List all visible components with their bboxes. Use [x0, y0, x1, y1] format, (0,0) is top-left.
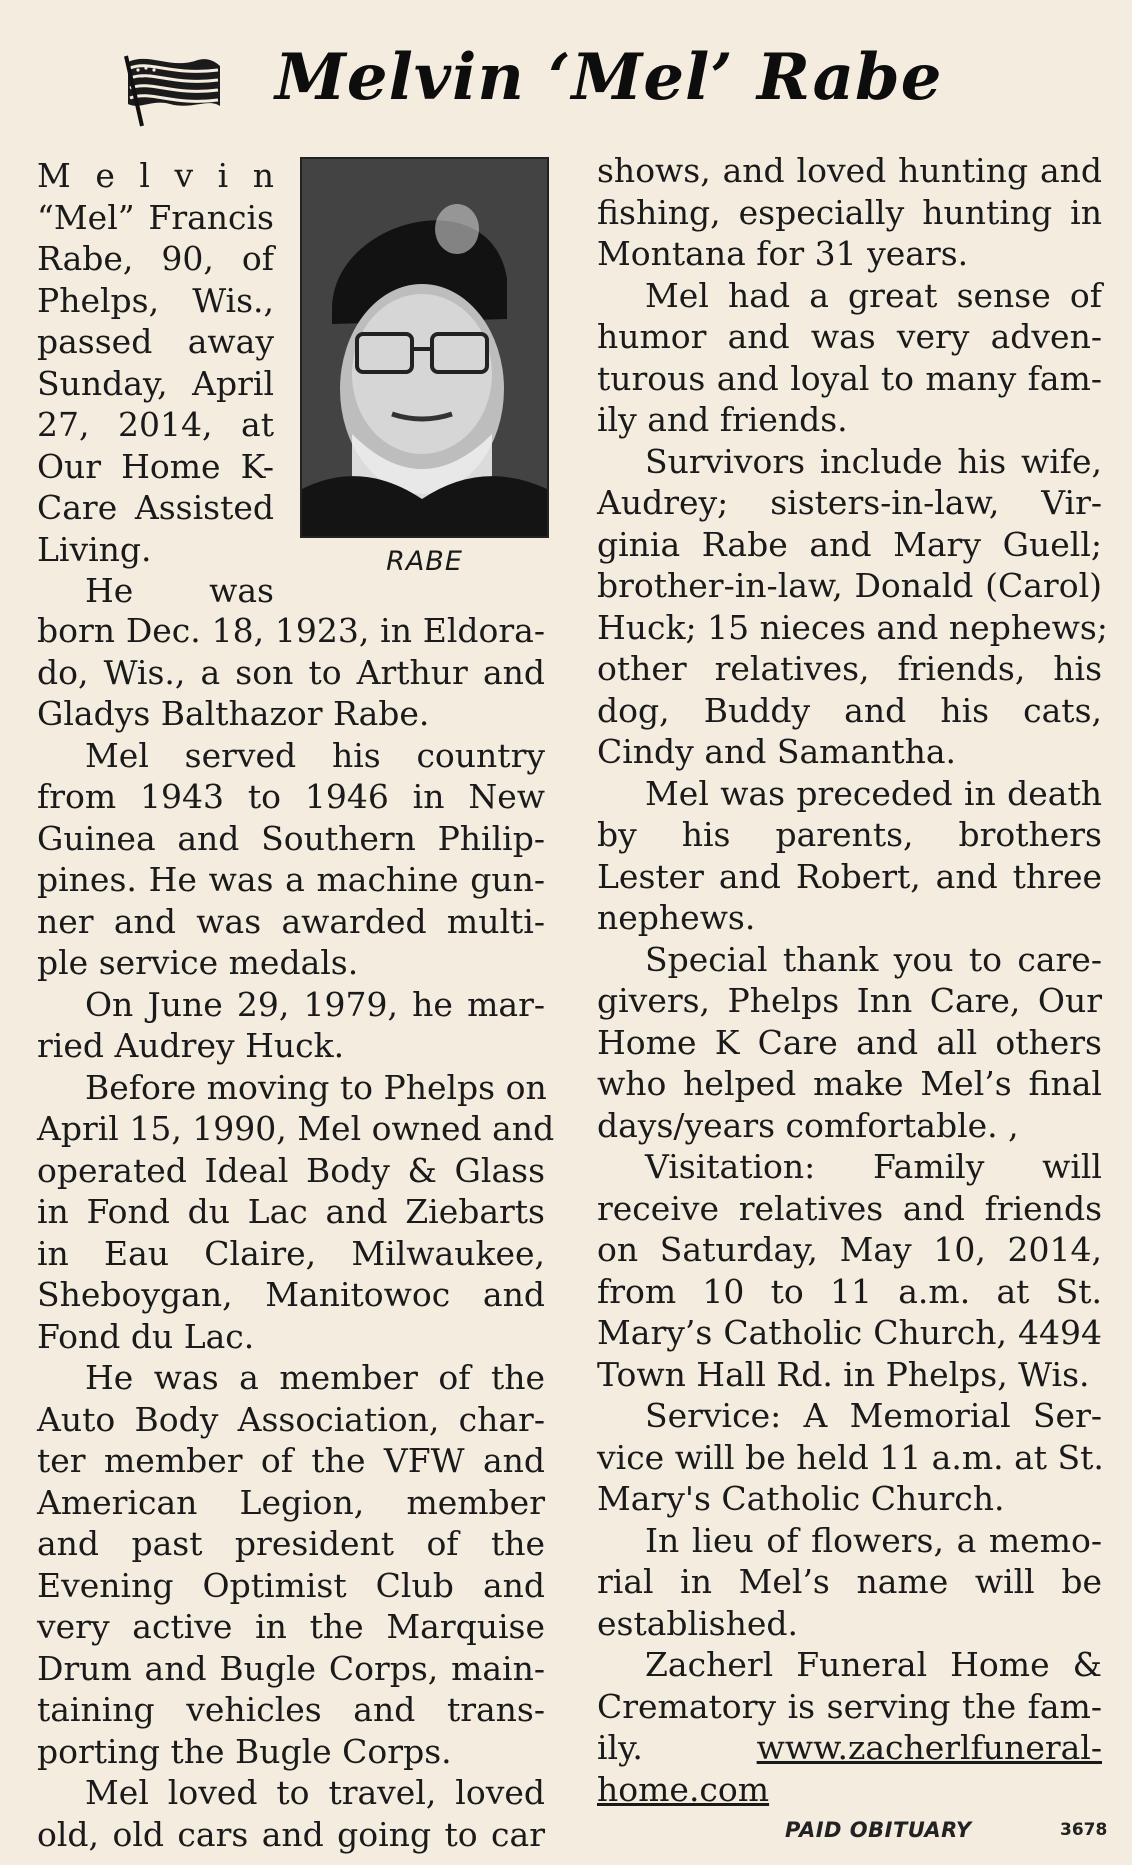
text-line: do, Wis., a son to Arthur and [37, 652, 545, 692]
funeral-home-url-link-continued[interactable]: home.com [597, 1769, 770, 1809]
text-line: Cindy and Samantha. [597, 732, 957, 771]
text-line: In lieu of flowers, a memo- [645, 1520, 1102, 1560]
text-line: from 1943 to 1946 in New [37, 777, 545, 816]
text-line: M e l v i n [37, 156, 274, 195]
funeral-home-url-link[interactable]: www.zacherlfuneral- [756, 1728, 1102, 1767]
text-line: He was a member of the [85, 1358, 545, 1397]
text-line: Audrey; sisters-in-law, Vir- [597, 483, 1102, 522]
text-line: and past president of the [37, 1524, 545, 1563]
portrait-photo [300, 157, 549, 538]
text-line: Montana for 31 years. [597, 234, 969, 273]
text-line: Drum and Bugle Corps, main- [37, 1648, 545, 1688]
text-line: Mel had a great sense of [645, 275, 1102, 315]
text-line: Living. [37, 529, 152, 569]
text-line: established. [597, 1603, 798, 1643]
text-line: ried Audrey Huck. [37, 1026, 345, 1065]
text-line: Mel loved to travel, loved [85, 1773, 545, 1812]
portrait-image [302, 159, 547, 536]
text-line: shows, and loved hunting and [597, 151, 1102, 190]
text-line: very active in the Marquise [37, 1607, 545, 1646]
text-line: ter member of the VFW and [37, 1441, 545, 1480]
text-line: Mel was preceded in death [645, 773, 1102, 813]
text-line: by his parents, brothers [597, 815, 1102, 854]
text-line: Fond du Lac. [37, 1316, 255, 1356]
text-line: rial in Mel’s name will be [597, 1562, 1102, 1601]
text-line: Survivors include his wife, [645, 441, 1102, 481]
text-line: in Eau Claire, Milwaukee, [37, 1233, 545, 1273]
text-line: “Mel” Francis [37, 197, 274, 237]
text-line: on Saturday, May 10, 2014, [597, 1230, 1102, 1269]
text-line: Sheboygan, Manitowoc and [37, 1275, 545, 1314]
text-line: Home K Care and all others [597, 1022, 1102, 1062]
text-fragment: ily. [597, 1728, 643, 1767]
text-line: other relatives, friends, his [597, 649, 1102, 688]
text-line: Service: A Memorial Ser- [645, 1396, 1102, 1435]
text-line: ily and friends. [597, 400, 848, 439]
text-line: in Fond du Lac and Ziebarts [37, 1192, 545, 1231]
text-line: Guinea and Southern Philip- [37, 818, 545, 858]
text-line: April 15, 1990, Mel owned and [37, 1109, 555, 1148]
text-line: turous and loyal to many fam- [597, 358, 1102, 398]
text-line: Care Assisted [37, 488, 274, 527]
paid-obituary-label: PAID OBITUARY [785, 1818, 972, 1842]
text-line: passed away [37, 322, 274, 361]
ad-code: 3678 [1060, 1820, 1108, 1840]
text-line: born Dec. 18, 1923, in Eldora- [37, 611, 545, 650]
text-line: ple service medals. [37, 943, 359, 982]
text-line: Special thank you to care- [645, 939, 1102, 979]
text-line: operated Ideal Body & Glass [37, 1150, 545, 1190]
header [120, 20, 1020, 130]
text-column-left [37, 610, 555, 1855]
text-column-left-top [37, 155, 274, 612]
text-line: old, old cars and going to car [37, 1814, 545, 1854]
text-line: Mary’s Catholic Church, 4494 [597, 1313, 1102, 1352]
text-line: Evening Optimist Club and [37, 1565, 545, 1605]
text-line: nephews. [597, 898, 756, 937]
text-line: 27, 2014, at [37, 405, 274, 444]
text-line: porting the Bugle Corps. [37, 1731, 452, 1771]
text-line: taining vehicles and trans- [37, 1690, 545, 1729]
text-line: Town Hall Rd. in Phelps, Wis. [597, 1354, 1090, 1394]
text-line: Mel served his country [85, 735, 545, 775]
text-line: ner and was awarded multi- [37, 901, 545, 941]
text-line: dog, Buddy and his cats, [597, 690, 1102, 730]
text-line: Lester and Robert, and three [597, 856, 1102, 896]
american-flag-icon [120, 48, 225, 128]
text-line: Our Home K- [37, 446, 274, 486]
text-line: Mary's Catholic Church. [597, 1479, 1005, 1518]
text-line: Huck; 15 nieces and nephews; [597, 607, 1108, 647]
text-line: Rabe, 90, of [37, 239, 274, 278]
text-column-right [597, 150, 1108, 1810]
photo-caption: RABE [386, 546, 463, 577]
text-line: American Legion, member [37, 1482, 545, 1522]
page-title: Melvin ‘Mel’ Rabe [275, 40, 943, 115]
text-line: ginia Rabe and Mary Guell; [597, 524, 1102, 564]
text-line: receive relatives and friends [597, 1188, 1102, 1228]
text-line: Visitation: Family will [645, 1147, 1102, 1186]
text-line: who helped make Mel’s final [597, 1064, 1102, 1103]
text-line: Crematory is serving the fam- [597, 1686, 1102, 1726]
text-line: givers, Phelps Inn Care, Our [597, 981, 1102, 1020]
text-line: days/years comfortable. , [597, 1105, 1019, 1145]
text-line: Gladys Balthazor Rabe. [37, 694, 430, 733]
text-line: Zacherl Funeral Home & [645, 1645, 1102, 1684]
text-line: pines. He was a machine gun- [37, 860, 545, 899]
text-line: Before moving to Phelps on [85, 1067, 547, 1107]
text-line: He was [85, 571, 274, 610]
text-line: Sunday, April [37, 363, 274, 403]
text-line: Auto Body Association, char- [37, 1399, 545, 1439]
text-line-with-link [597, 1727, 1102, 1769]
text-line: Phelps, Wis., [37, 280, 274, 320]
text-line: vice will be held 11 a.m. at St. [597, 1437, 1104, 1477]
text-line: from 10 to 11 a.m. at St. [597, 1271, 1102, 1311]
text-line: On June 29, 1979, he mar- [85, 984, 545, 1024]
text-line: brother-in-law, Donald (Carol) [597, 566, 1102, 605]
text-line: humor and was very adven- [597, 317, 1102, 356]
text-line: fishing, especially hunting in [597, 192, 1102, 232]
